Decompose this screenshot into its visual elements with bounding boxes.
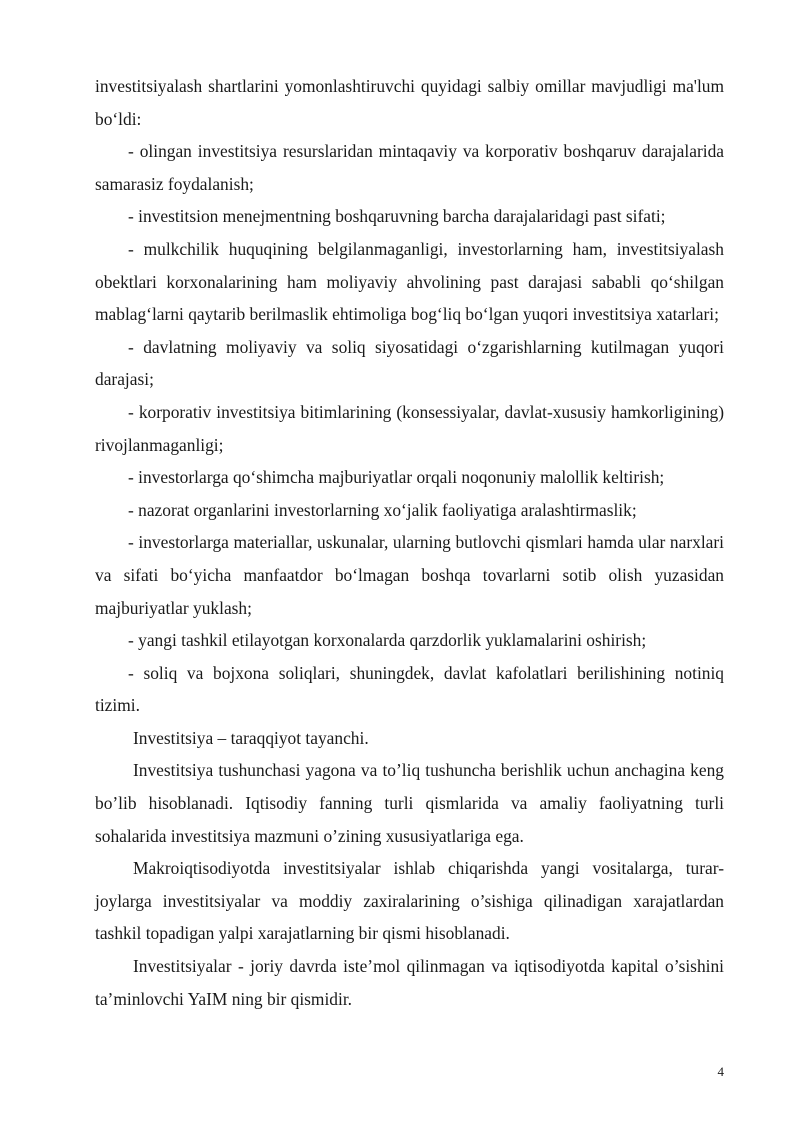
section-heading: Investitsiya – taraqqiyot tayanchi. <box>133 727 369 748</box>
list-item-extra-obligations: - investorlarga qo‘shimcha majburiyatlar orqali noqonuniy malollik keltirish; <box>128 467 665 488</box>
paragraph-definition: Investitsiyalar - joriy davrda iste’mol qilinmagan va iqtisodiyotda kapital o’sishini ta’minlovchi YaIM ning bir qismidir. <box>95 956 724 1009</box>
page-number: 4 <box>717 1064 724 1079</box>
list-item-inefficient-use: - olingan investitsiya resurslaridan mintaqaviy va korporativ boshqaruv darajalarida samarasiz foydalanish; <box>95 141 724 194</box>
list-item-corporate-deals: - korporativ investitsiya bitimlarining (konsessiyalar, davlat-xususiy hamkorligining) rivojlanmaganligi; <box>95 401 724 455</box>
list-item-tax-system: - soliq va bojxona soliqlari, shuningdek, davlat kafolatlari berilishining notiniq tizimi. <box>95 662 724 716</box>
paragraph-macroeconomics: Makroiqtisodiyotda investitsiyalar ishlab chiqarishda yangi vositalarga, turar-joylarga investitsiyalar va moddiy zaxiralarining o’sishiga qilinadigan xarajatlardan tashkil topadigan yalpi xarajatlarning bir qismi hisoblanadi. <box>95 858 724 944</box>
list-item-debt-burden: - yangi tashkil etilayotgan korxonalarda qarzdorlik yuklamalarini oshirish; <box>128 630 647 651</box>
list-item-management-quality: - investitsion menejmentning boshqaruvning barcha darajalaridagi past sifati; <box>128 206 666 227</box>
list-item-investment-risks: - mulkchilik huquqining belgilanmaganligi, investorlarning ham, investitsiyalash obektlari korxonalarining ham moliyaviy ahvolining past darajasi sababli qo‘shilgan mablag‘larni qaytarib berilmaslik ehtimoliga bog‘liq bo‘lgan yuqori investitsiya xatarlari; <box>95 238 724 325</box>
list-item-policy-changes: - davlatning moliyaviy va soliq siyosatidagi o‘zgarishlarning kutilmagan yuqori darajasi; <box>95 336 724 390</box>
document-body <box>95 70 724 1015</box>
list-item-control-bodies: - nazorat organlarini investorlarning xo‘jalik faoliyatiga aralashtirmaslik; <box>128 499 637 520</box>
paragraph-intro: investitsiyalash shartlarini yomonlashtiruvchi quyidagi salbiy omillar mavjudligi ma'lum bo‘ldi: <box>95 76 724 129</box>
paragraph-investment-concept: Investitsiya tushunchasi yagona va to’liq tushuncha berishlik uchun anchagina keng bo’lib hisoblanadi. Iqtisodiy fanning turli qismlarida va amaliy faoliyatning turli sohalarida investitsiya mazmuni o’zining xususiyatlariga ega. <box>95 760 724 846</box>
list-item-purchase-obligations: - investorlarga materiallar, uskunalar, ularning butlovchi qismlari hamda ular narxlari va sifati bo‘yicha manfaatdor bo‘lmagan boshqa tovarlarni sotib olish yuzasidan majburiyatlar yuklash; <box>95 532 724 618</box>
